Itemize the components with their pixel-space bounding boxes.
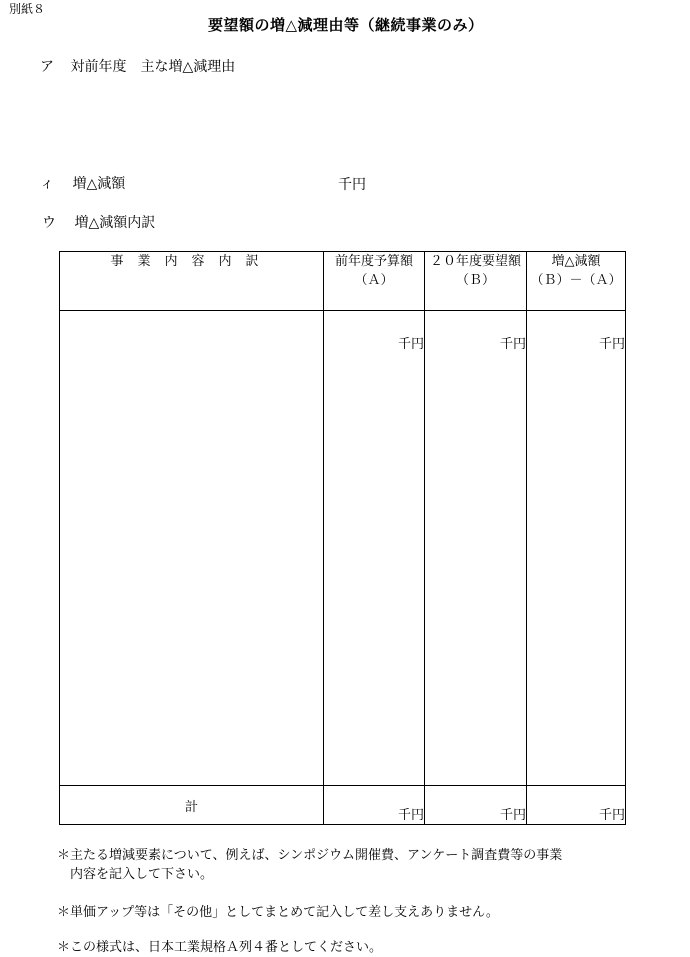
table-header-row bbox=[60, 252, 626, 311]
prev-budget-cell[interactable] bbox=[324, 311, 425, 786]
section-i-marker: ィ bbox=[40, 176, 54, 192]
request-unit: 千円 bbox=[499, 337, 526, 353]
table-total-row bbox=[60, 785, 626, 824]
note-2: ＊単価アップ等は「その他」としてまとめて記入して差し支えありません。 bbox=[57, 905, 499, 920]
total-label-cell bbox=[60, 785, 324, 824]
note-1-cont: 内容を記入して下さい。 bbox=[57, 867, 214, 882]
page-title: 要望額の増△減理由等（継続事業のみ） bbox=[208, 16, 484, 34]
prev-budget-unit: 千円 bbox=[397, 337, 424, 353]
form-label: 別紙８ bbox=[9, 2, 46, 16]
section-a-marker: ア bbox=[40, 59, 54, 75]
header-prev-budget-line1: 前年度予算額 bbox=[334, 254, 413, 269]
header-prev-budget-line2: （Ａ） bbox=[354, 273, 394, 288]
header-diff bbox=[527, 252, 626, 311]
section-a bbox=[40, 56, 235, 76]
header-content bbox=[60, 252, 324, 311]
section-i-unit: 千円 bbox=[338, 177, 366, 193]
header-diff-line1: 増△減額 bbox=[551, 254, 601, 269]
total-request-cell[interactable] bbox=[425, 785, 527, 824]
header-prev-budget bbox=[324, 252, 425, 311]
header-request-line2: （Ｂ） bbox=[455, 273, 495, 288]
total-label: 計 bbox=[184, 799, 198, 815]
header-content-label: 事業内容内訳 bbox=[110, 254, 273, 269]
header-request bbox=[425, 252, 527, 311]
request-cell[interactable] bbox=[425, 311, 527, 786]
total-prev-unit: 千円 bbox=[397, 808, 424, 823]
total-request-unit: 千円 bbox=[499, 808, 526, 823]
section-i bbox=[40, 173, 125, 193]
section-a-label: 対前年度 主な増△減理由 bbox=[70, 59, 236, 75]
section-u-marker: ウ bbox=[42, 215, 56, 231]
diff-unit: 千円 bbox=[598, 337, 625, 353]
header-request-line1: ２０年度要望額 bbox=[429, 254, 521, 269]
total-prev-cell[interactable] bbox=[324, 785, 425, 824]
table-body-row bbox=[60, 311, 626, 786]
content-cell[interactable] bbox=[60, 311, 324, 786]
section-u bbox=[42, 212, 155, 232]
note-1: ＊主たる増減要素について、例えば、シンポジウム開催費、アンケート調査費等の事業 bbox=[57, 848, 563, 863]
note-3: ＊この様式は、日本工業規格Ａ列４番としてください。 bbox=[57, 940, 383, 955]
total-diff-unit: 千円 bbox=[598, 808, 625, 823]
breakdown-table bbox=[59, 251, 626, 825]
section-u-label: 増△減額内訳 bbox=[74, 215, 156, 231]
section-i-label: 増△減額 bbox=[72, 176, 126, 192]
diff-cell[interactable] bbox=[527, 311, 626, 786]
total-diff-cell[interactable] bbox=[527, 785, 626, 824]
header-diff-line2: （Ｂ）－（Ａ） bbox=[530, 273, 622, 288]
